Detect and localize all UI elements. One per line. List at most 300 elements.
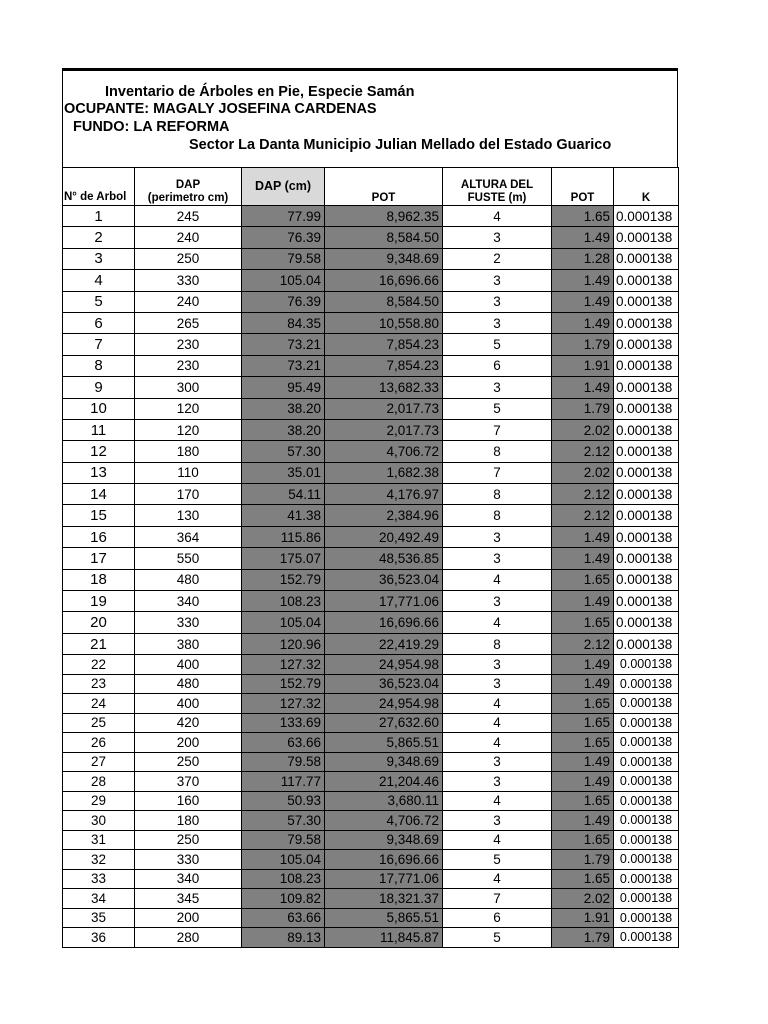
cell-trunk-height: 6 bbox=[443, 355, 552, 376]
cell-pot-factor: 1.49 bbox=[552, 377, 614, 398]
cell-pot: 4,706.72 bbox=[325, 441, 443, 462]
cell-pot: 2,384.96 bbox=[325, 505, 443, 526]
table-row bbox=[63, 334, 679, 355]
cell-dap-perimeter: 230 bbox=[135, 334, 242, 355]
table-row bbox=[63, 248, 679, 269]
cell-dap-perimeter: 300 bbox=[135, 377, 242, 398]
col-header-tree-number: N° de Arbol bbox=[63, 168, 135, 206]
cell-tree-number: 36 bbox=[63, 928, 135, 948]
cell-dap-cm: 76.39 bbox=[242, 291, 325, 312]
cell-dap-cm: 79.58 bbox=[242, 248, 325, 269]
cell-pot: 24,954.98 bbox=[325, 655, 443, 675]
cell-pot-factor: 1.65 bbox=[552, 830, 614, 850]
cell-dap-perimeter: 480 bbox=[135, 674, 242, 694]
cell-k: 0.000138 bbox=[614, 830, 679, 850]
cell-k: 0.000138 bbox=[614, 377, 679, 398]
cell-pot-factor: 1.91 bbox=[552, 908, 614, 928]
cell-dap-perimeter: 345 bbox=[135, 889, 242, 909]
cell-tree-number: 33 bbox=[63, 869, 135, 889]
cell-dap-cm: 105.04 bbox=[242, 850, 325, 870]
cell-pot: 21,204.46 bbox=[325, 772, 443, 792]
cell-trunk-height: 4 bbox=[443, 713, 552, 733]
cell-trunk-height: 8 bbox=[443, 505, 552, 526]
cell-pot: 5,865.51 bbox=[325, 733, 443, 753]
table-row bbox=[63, 377, 679, 398]
cell-k: 0.000138 bbox=[614, 484, 679, 505]
cell-dap-cm: 76.39 bbox=[242, 227, 325, 248]
cell-pot-factor: 1.49 bbox=[552, 291, 614, 312]
table-row bbox=[63, 850, 679, 870]
cell-trunk-height: 5 bbox=[443, 398, 552, 419]
cell-pot-factor: 1.65 bbox=[552, 206, 614, 227]
cell-dap-perimeter: 170 bbox=[135, 484, 242, 505]
cell-trunk-height: 5 bbox=[443, 850, 552, 870]
cell-k: 0.000138 bbox=[614, 569, 679, 590]
cell-pot: 5,865.51 bbox=[325, 908, 443, 928]
cell-k: 0.000138 bbox=[614, 733, 679, 753]
cell-dap-cm: 105.04 bbox=[242, 270, 325, 291]
cell-pot-factor: 2.12 bbox=[552, 484, 614, 505]
cell-pot: 36,523.04 bbox=[325, 674, 443, 694]
cell-trunk-height: 4 bbox=[443, 612, 552, 633]
cell-pot: 2,017.73 bbox=[325, 398, 443, 419]
cell-pot: 9,348.69 bbox=[325, 830, 443, 850]
cell-pot-factor: 1.49 bbox=[552, 811, 614, 831]
location-line: Sector La Danta Municipio Julian Mellado del Estado Guarico bbox=[189, 137, 612, 153]
cell-k: 0.000138 bbox=[614, 674, 679, 694]
cell-trunk-height: 3 bbox=[443, 377, 552, 398]
cell-tree-number: 1 bbox=[63, 206, 135, 227]
cell-pot-factor: 1.28 bbox=[552, 248, 614, 269]
cell-dap-cm: 77.99 bbox=[242, 206, 325, 227]
cell-dap-perimeter: 240 bbox=[135, 227, 242, 248]
table-row bbox=[63, 869, 679, 889]
cell-dap-perimeter: 330 bbox=[135, 850, 242, 870]
cell-dap-cm: 79.58 bbox=[242, 752, 325, 772]
sheet-header bbox=[62, 71, 678, 167]
cell-tree-number: 21 bbox=[63, 633, 135, 654]
cell-k: 0.000138 bbox=[614, 548, 679, 569]
table-row bbox=[63, 633, 679, 654]
cell-trunk-height: 4 bbox=[443, 733, 552, 753]
cell-trunk-height: 4 bbox=[443, 791, 552, 811]
cell-dap-cm: 38.20 bbox=[242, 398, 325, 419]
cell-tree-number: 2 bbox=[63, 227, 135, 248]
col-header-trunk-height: ALTURA DEL FUSTE (m) bbox=[443, 168, 552, 206]
cell-dap-perimeter: 200 bbox=[135, 908, 242, 928]
cell-dap-cm: 175.07 bbox=[242, 548, 325, 569]
cell-dap-perimeter: 250 bbox=[135, 830, 242, 850]
cell-tree-number: 24 bbox=[63, 694, 135, 714]
cell-pot-factor: 1.65 bbox=[552, 569, 614, 590]
cell-dap-cm: 57.30 bbox=[242, 441, 325, 462]
cell-dap-perimeter: 480 bbox=[135, 569, 242, 590]
cell-pot: 1,682.38 bbox=[325, 462, 443, 483]
cell-dap-cm: 41.38 bbox=[242, 505, 325, 526]
cell-trunk-height: 5 bbox=[443, 928, 552, 948]
cell-tree-number: 8 bbox=[63, 355, 135, 376]
cell-pot: 4,176.97 bbox=[325, 484, 443, 505]
cell-trunk-height: 3 bbox=[443, 674, 552, 694]
cell-tree-number: 16 bbox=[63, 526, 135, 547]
cell-pot: 10,558.80 bbox=[325, 312, 443, 333]
cell-pot-factor: 2.02 bbox=[552, 462, 614, 483]
cell-pot: 17,771.06 bbox=[325, 869, 443, 889]
cell-tree-number: 25 bbox=[63, 713, 135, 733]
cell-k: 0.000138 bbox=[614, 441, 679, 462]
cell-dap-perimeter: 160 bbox=[135, 791, 242, 811]
cell-dap-perimeter: 370 bbox=[135, 772, 242, 792]
cell-trunk-height: 3 bbox=[443, 291, 552, 312]
table-row bbox=[63, 462, 679, 483]
cell-dap-perimeter: 364 bbox=[135, 526, 242, 547]
cell-pot-factor: 1.49 bbox=[552, 772, 614, 792]
table-header-row bbox=[63, 168, 679, 206]
cell-dap-perimeter: 550 bbox=[135, 548, 242, 569]
cell-tree-number: 31 bbox=[63, 830, 135, 850]
table-row bbox=[63, 811, 679, 831]
cell-dap-perimeter: 265 bbox=[135, 312, 242, 333]
table-row bbox=[63, 206, 679, 227]
cell-trunk-height: 3 bbox=[443, 526, 552, 547]
table-row bbox=[63, 752, 679, 772]
cell-k: 0.000138 bbox=[614, 398, 679, 419]
cell-trunk-height: 8 bbox=[443, 633, 552, 654]
col-header-dap-perimeter: DAP (perimetro cm) bbox=[135, 168, 242, 206]
cell-k: 0.000138 bbox=[614, 227, 679, 248]
cell-pot-factor: 1.49 bbox=[552, 674, 614, 694]
cell-pot: 13,682.33 bbox=[325, 377, 443, 398]
cell-pot: 8,584.50 bbox=[325, 227, 443, 248]
cell-dap-perimeter: 110 bbox=[135, 462, 242, 483]
cell-tree-number: 30 bbox=[63, 811, 135, 831]
cell-pot: 8,584.50 bbox=[325, 291, 443, 312]
cell-k: 0.000138 bbox=[614, 526, 679, 547]
col-header-dap-cm: DAP (cm) bbox=[242, 168, 325, 206]
table-row bbox=[63, 526, 679, 547]
cell-dap-cm: 152.79 bbox=[242, 674, 325, 694]
cell-pot: 48,536.85 bbox=[325, 548, 443, 569]
cell-pot-factor: 1.65 bbox=[552, 791, 614, 811]
cell-pot-factor: 1.49 bbox=[552, 526, 614, 547]
cell-pot: 2,017.73 bbox=[325, 419, 443, 440]
cell-k: 0.000138 bbox=[614, 334, 679, 355]
cell-trunk-height: 2 bbox=[443, 248, 552, 269]
cell-trunk-height: 3 bbox=[443, 752, 552, 772]
table-row bbox=[63, 505, 679, 526]
table-row bbox=[63, 830, 679, 850]
cell-pot: 3,680.11 bbox=[325, 791, 443, 811]
cell-dap-cm: 79.58 bbox=[242, 830, 325, 850]
cell-trunk-height: 4 bbox=[443, 830, 552, 850]
cell-pot: 27,632.60 bbox=[325, 713, 443, 733]
cell-k: 0.000138 bbox=[614, 694, 679, 714]
cell-trunk-height: 7 bbox=[443, 462, 552, 483]
cell-tree-number: 19 bbox=[63, 591, 135, 612]
cell-k: 0.000138 bbox=[614, 908, 679, 928]
cell-k: 0.000138 bbox=[614, 462, 679, 483]
cell-pot-factor: 2.12 bbox=[552, 505, 614, 526]
cell-pot-factor: 1.49 bbox=[552, 591, 614, 612]
cell-dap-cm: 89.13 bbox=[242, 928, 325, 948]
cell-dap-cm: 108.23 bbox=[242, 869, 325, 889]
cell-pot: 8,962.35 bbox=[325, 206, 443, 227]
cell-tree-number: 7 bbox=[63, 334, 135, 355]
cell-pot-factor: 1.49 bbox=[552, 227, 614, 248]
cell-tree-number: 32 bbox=[63, 850, 135, 870]
cell-dap-perimeter: 420 bbox=[135, 713, 242, 733]
table-row bbox=[63, 908, 679, 928]
cell-k: 0.000138 bbox=[614, 772, 679, 792]
cell-tree-number: 6 bbox=[63, 312, 135, 333]
cell-trunk-height: 3 bbox=[443, 811, 552, 831]
cell-dap-perimeter: 120 bbox=[135, 419, 242, 440]
cell-pot: 7,854.23 bbox=[325, 334, 443, 355]
cell-k: 0.000138 bbox=[614, 270, 679, 291]
table-row bbox=[63, 713, 679, 733]
cell-dap-perimeter: 250 bbox=[135, 248, 242, 269]
cell-dap-cm: 133.69 bbox=[242, 713, 325, 733]
cell-dap-cm: 115.86 bbox=[242, 526, 325, 547]
cell-dap-cm: 95.49 bbox=[242, 377, 325, 398]
cell-tree-number: 9 bbox=[63, 377, 135, 398]
cell-trunk-height: 3 bbox=[443, 548, 552, 569]
cell-trunk-height: 6 bbox=[443, 908, 552, 928]
cell-dap-perimeter: 230 bbox=[135, 355, 242, 376]
cell-tree-number: 4 bbox=[63, 270, 135, 291]
cell-dap-cm: 120.96 bbox=[242, 633, 325, 654]
cell-pot: 22,419.29 bbox=[325, 633, 443, 654]
cell-pot: 16,696.66 bbox=[325, 270, 443, 291]
table-row bbox=[63, 312, 679, 333]
cell-tree-number: 18 bbox=[63, 569, 135, 590]
cell-k: 0.000138 bbox=[614, 505, 679, 526]
cell-pot-factor: 1.65 bbox=[552, 694, 614, 714]
cell-dap-cm: 109.82 bbox=[242, 889, 325, 909]
cell-tree-number: 29 bbox=[63, 791, 135, 811]
cell-trunk-height: 3 bbox=[443, 270, 552, 291]
table-row bbox=[63, 612, 679, 633]
cell-dap-cm: 152.79 bbox=[242, 569, 325, 590]
table-row bbox=[63, 569, 679, 590]
cell-pot-factor: 1.49 bbox=[552, 312, 614, 333]
cell-dap-cm: 127.32 bbox=[242, 694, 325, 714]
cell-trunk-height: 4 bbox=[443, 569, 552, 590]
cell-dap-cm: 117.77 bbox=[242, 772, 325, 792]
cell-k: 0.000138 bbox=[614, 713, 679, 733]
cell-dap-perimeter: 240 bbox=[135, 291, 242, 312]
cell-k: 0.000138 bbox=[614, 206, 679, 227]
cell-tree-number: 17 bbox=[63, 548, 135, 569]
cell-dap-perimeter: 180 bbox=[135, 441, 242, 462]
table-row bbox=[63, 928, 679, 948]
table-row bbox=[63, 694, 679, 714]
cell-pot: 17,771.06 bbox=[325, 591, 443, 612]
cell-k: 0.000138 bbox=[614, 869, 679, 889]
cell-k: 0.000138 bbox=[614, 355, 679, 376]
cell-tree-number: 22 bbox=[63, 655, 135, 675]
cell-dap-cm: 54.11 bbox=[242, 484, 325, 505]
cell-k: 0.000138 bbox=[614, 591, 679, 612]
table-row bbox=[63, 889, 679, 909]
table-row bbox=[63, 591, 679, 612]
cell-trunk-height: 4 bbox=[443, 869, 552, 889]
cell-tree-number: 26 bbox=[63, 733, 135, 753]
table-row bbox=[63, 548, 679, 569]
cell-pot: 18,321.37 bbox=[325, 889, 443, 909]
col-header-pot: POT bbox=[325, 168, 443, 206]
cell-dap-perimeter: 380 bbox=[135, 633, 242, 654]
cell-dap-perimeter: 250 bbox=[135, 752, 242, 772]
cell-pot: 36,523.04 bbox=[325, 569, 443, 590]
cell-pot-factor: 2.12 bbox=[552, 633, 614, 654]
cell-pot: 4,706.72 bbox=[325, 811, 443, 831]
table-row bbox=[63, 655, 679, 675]
col-header-pot-factor: POT bbox=[552, 168, 614, 206]
farm-line: FUNDO: LA REFORMA bbox=[73, 119, 230, 135]
cell-pot-factor: 1.79 bbox=[552, 850, 614, 870]
cell-k: 0.000138 bbox=[614, 312, 679, 333]
cell-trunk-height: 7 bbox=[443, 889, 552, 909]
table-row bbox=[63, 733, 679, 753]
cell-tree-number: 13 bbox=[63, 462, 135, 483]
cell-k: 0.000138 bbox=[614, 752, 679, 772]
table-row bbox=[63, 419, 679, 440]
cell-tree-number: 27 bbox=[63, 752, 135, 772]
table-row bbox=[63, 791, 679, 811]
cell-pot: 7,854.23 bbox=[325, 355, 443, 376]
cell-tree-number: 28 bbox=[63, 772, 135, 792]
cell-dap-cm: 84.35 bbox=[242, 312, 325, 333]
cell-pot-factor: 1.49 bbox=[552, 270, 614, 291]
cell-pot: 24,954.98 bbox=[325, 694, 443, 714]
cell-trunk-height: 4 bbox=[443, 206, 552, 227]
cell-pot-factor: 2.02 bbox=[552, 889, 614, 909]
table-row bbox=[63, 484, 679, 505]
cell-tree-number: 20 bbox=[63, 612, 135, 633]
cell-dap-perimeter: 200 bbox=[135, 733, 242, 753]
cell-trunk-height: 7 bbox=[443, 419, 552, 440]
cell-pot-factor: 1.49 bbox=[552, 655, 614, 675]
cell-dap-cm: 38.20 bbox=[242, 419, 325, 440]
table-row bbox=[63, 674, 679, 694]
col-header-k: K bbox=[614, 168, 679, 206]
cell-dap-cm: 50.93 bbox=[242, 791, 325, 811]
cell-dap-perimeter: 330 bbox=[135, 270, 242, 291]
inventory-table bbox=[62, 167, 679, 948]
cell-dap-cm: 73.21 bbox=[242, 355, 325, 376]
cell-k: 0.000138 bbox=[614, 791, 679, 811]
cell-dap-cm: 63.66 bbox=[242, 733, 325, 753]
cell-dap-perimeter: 400 bbox=[135, 655, 242, 675]
cell-dap-cm: 73.21 bbox=[242, 334, 325, 355]
cell-dap-perimeter: 330 bbox=[135, 612, 242, 633]
cell-dap-perimeter: 180 bbox=[135, 811, 242, 831]
cell-pot-factor: 1.79 bbox=[552, 334, 614, 355]
cell-tree-number: 11 bbox=[63, 419, 135, 440]
cell-pot-factor: 1.65 bbox=[552, 713, 614, 733]
cell-dap-cm: 63.66 bbox=[242, 908, 325, 928]
cell-tree-number: 12 bbox=[63, 441, 135, 462]
cell-pot-factor: 1.65 bbox=[552, 869, 614, 889]
cell-pot: 20,492.49 bbox=[325, 526, 443, 547]
cell-pot: 11,845.87 bbox=[325, 928, 443, 948]
cell-tree-number: 14 bbox=[63, 484, 135, 505]
table-body bbox=[63, 206, 679, 948]
cell-dap-cm: 57.30 bbox=[242, 811, 325, 831]
cell-dap-perimeter: 130 bbox=[135, 505, 242, 526]
cell-dap-cm: 108.23 bbox=[242, 591, 325, 612]
cell-k: 0.000138 bbox=[614, 291, 679, 312]
cell-k: 0.000138 bbox=[614, 633, 679, 654]
cell-pot: 9,348.69 bbox=[325, 752, 443, 772]
occupant-line: OCUPANTE: MAGALY JOSEFINA CARDENAS bbox=[64, 101, 377, 117]
table-row bbox=[63, 398, 679, 419]
cell-dap-perimeter: 120 bbox=[135, 398, 242, 419]
cell-dap-perimeter: 340 bbox=[135, 869, 242, 889]
cell-trunk-height: 8 bbox=[443, 441, 552, 462]
cell-dap-cm: 127.32 bbox=[242, 655, 325, 675]
cell-k: 0.000138 bbox=[614, 811, 679, 831]
cell-trunk-height: 3 bbox=[443, 312, 552, 333]
cell-tree-number: 15 bbox=[63, 505, 135, 526]
cell-pot-factor: 2.02 bbox=[552, 419, 614, 440]
table-row bbox=[63, 291, 679, 312]
cell-pot-factor: 1.79 bbox=[552, 928, 614, 948]
table-row bbox=[63, 441, 679, 462]
title: Inventario de Árboles en Pie, Especie Samán bbox=[105, 84, 415, 100]
cell-trunk-height: 8 bbox=[443, 484, 552, 505]
cell-trunk-height: 3 bbox=[443, 227, 552, 248]
cell-dap-perimeter: 245 bbox=[135, 206, 242, 227]
cell-pot-factor: 1.65 bbox=[552, 733, 614, 753]
cell-dap-perimeter: 280 bbox=[135, 928, 242, 948]
cell-pot-factor: 2.12 bbox=[552, 441, 614, 462]
table-row bbox=[63, 270, 679, 291]
cell-dap-cm: 105.04 bbox=[242, 612, 325, 633]
cell-pot-factor: 1.49 bbox=[552, 548, 614, 569]
cell-pot: 16,696.66 bbox=[325, 850, 443, 870]
table-row bbox=[63, 227, 679, 248]
cell-k: 0.000138 bbox=[614, 850, 679, 870]
cell-tree-number: 34 bbox=[63, 889, 135, 909]
cell-pot-factor: 1.91 bbox=[552, 355, 614, 376]
cell-trunk-height: 5 bbox=[443, 334, 552, 355]
cell-k: 0.000138 bbox=[614, 419, 679, 440]
cell-k: 0.000138 bbox=[614, 655, 679, 675]
table-row bbox=[63, 355, 679, 376]
cell-pot-factor: 1.65 bbox=[552, 612, 614, 633]
cell-k: 0.000138 bbox=[614, 928, 679, 948]
cell-tree-number: 10 bbox=[63, 398, 135, 419]
cell-k: 0.000138 bbox=[614, 889, 679, 909]
cell-trunk-height: 3 bbox=[443, 591, 552, 612]
cell-trunk-height: 3 bbox=[443, 772, 552, 792]
cell-trunk-height: 4 bbox=[443, 694, 552, 714]
table-row bbox=[63, 772, 679, 792]
cell-pot: 9,348.69 bbox=[325, 248, 443, 269]
cell-dap-perimeter: 340 bbox=[135, 591, 242, 612]
cell-tree-number: 23 bbox=[63, 674, 135, 694]
cell-tree-number: 35 bbox=[63, 908, 135, 928]
cell-pot-factor: 1.79 bbox=[552, 398, 614, 419]
cell-k: 0.000138 bbox=[614, 248, 679, 269]
cell-trunk-height: 3 bbox=[443, 655, 552, 675]
cell-tree-number: 3 bbox=[63, 248, 135, 269]
cell-dap-cm: 35.01 bbox=[242, 462, 325, 483]
cell-pot-factor: 1.49 bbox=[552, 752, 614, 772]
cell-k: 0.000138 bbox=[614, 612, 679, 633]
